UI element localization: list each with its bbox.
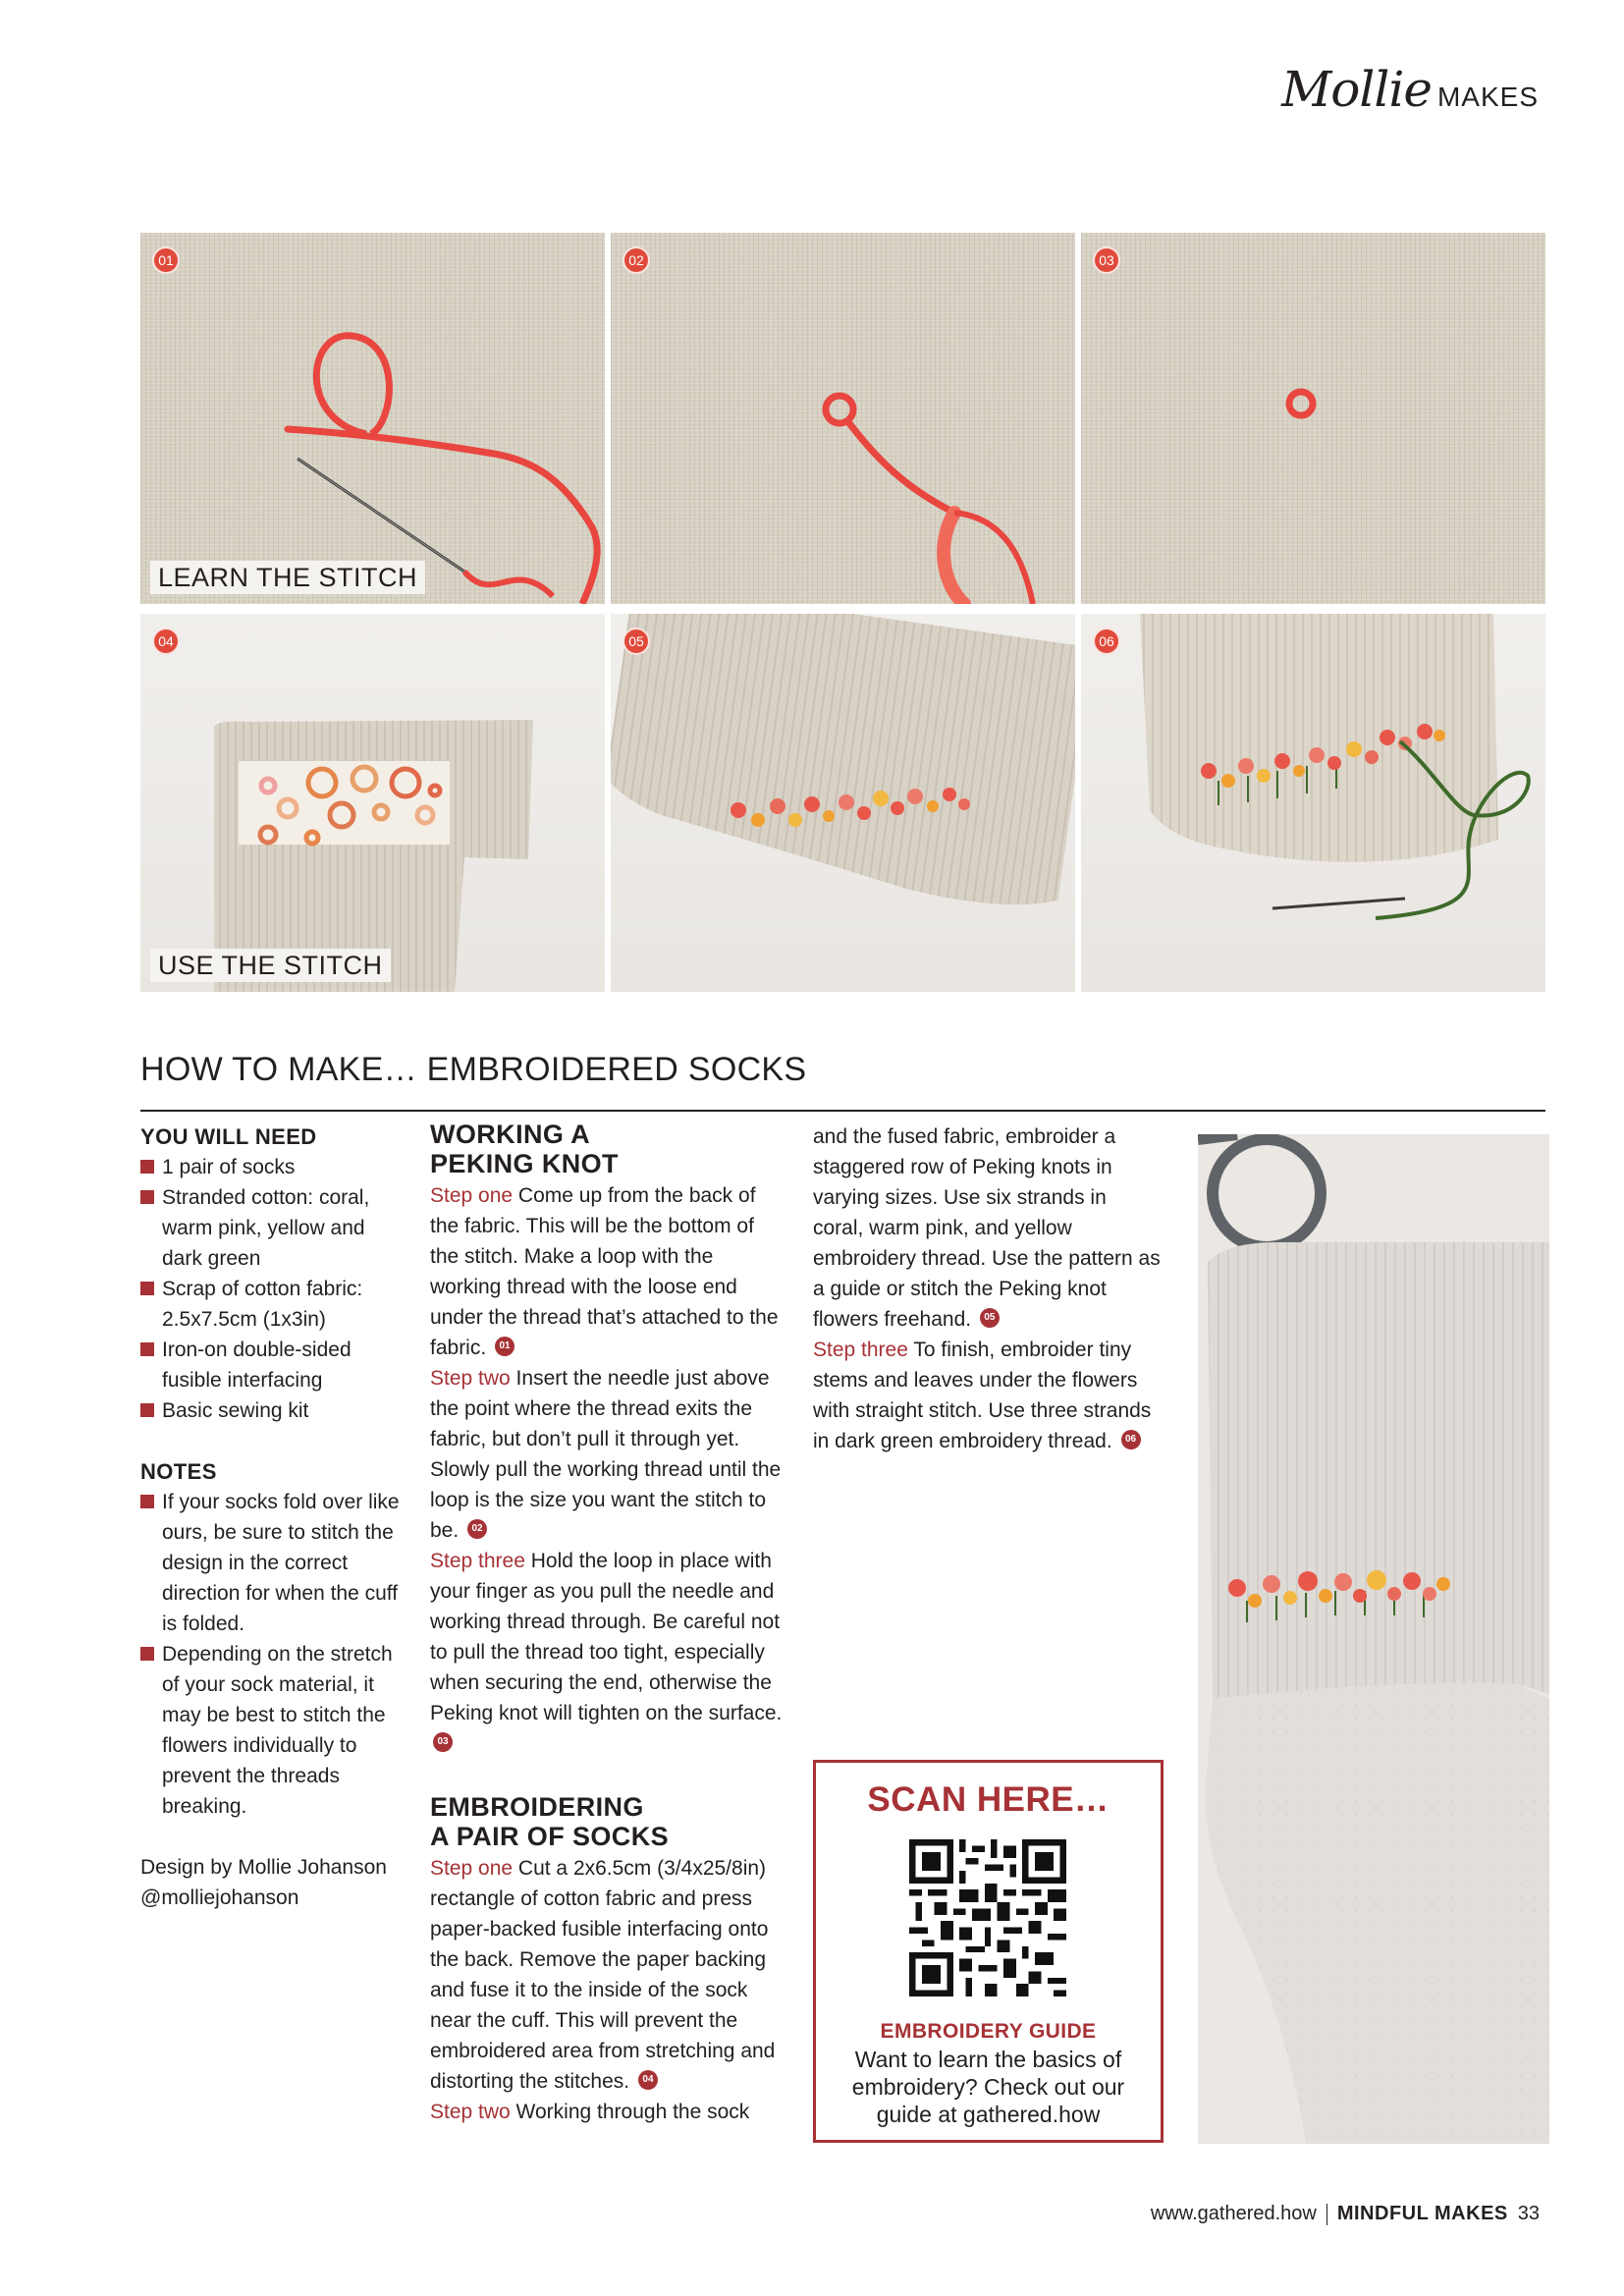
photo-ref-badge: 05 [980, 1308, 1000, 1328]
footer-separator [1326, 2204, 1327, 2225]
photo-label-learn: LEARN THE STITCH [150, 561, 425, 594]
masthead-makes: MAKES [1436, 82, 1539, 112]
qr-code[interactable] [909, 1839, 1066, 1996]
scan-title: SCAN HERE… [867, 1780, 1110, 1819]
masthead-script: Mollie [1281, 61, 1432, 118]
heading-line: A PAIR OF SOCKS [430, 1822, 670, 1851]
thread-loop-illustration [140, 233, 605, 604]
step-badge: 06 [1093, 628, 1120, 655]
step-label: Step one [430, 1857, 514, 1880]
title-divider [140, 1110, 1545, 1112]
step-text: and the fused fabric, embroider a staggered row of Peking knots in varying sizes. Use six strands in coral, warm pink, and yellow embroidery thread. Use the pattern as a guide or stitch the Peking knot flowers freehand. [813, 1125, 1161, 1331]
embroidered-sock-illustration [1198, 1134, 1549, 2144]
finished-knot-illustration [1081, 233, 1545, 604]
step-photo-06 [1081, 614, 1545, 992]
peking-knot-heading [430, 1120, 785, 1178]
socks-step-two-cont [813, 1121, 1162, 1335]
notes-list [140, 1487, 406, 1822]
section-title: HOW TO MAKE… EMBROIDERED SOCKS [140, 1051, 807, 1088]
list-item: 1 pair of socks [140, 1152, 406, 1182]
list-item: Basic sewing kit [140, 1395, 406, 1426]
socks-step-three [813, 1335, 1162, 1456]
peking-step-one [430, 1180, 785, 1363]
step-badge: 02 [623, 246, 650, 274]
materials-list [140, 1152, 406, 1426]
photo-ref-badge: 06 [1121, 1430, 1141, 1449]
step-photo-01 [140, 233, 605, 604]
sock-with-knots-illustration [611, 614, 1075, 992]
photo-ref-badge: 02 [467, 1519, 487, 1539]
notes-heading: NOTES [140, 1459, 217, 1484]
step-text: Cut a 2x6.5cm (3/4x25/8in) rectangle of cotton fabric and press paper-backed fusible interfacing onto the back. Remove the paper backing and fuse it to the inside of the sock near the cuff. This will prevent the embroidered area from stretching and distorting the stitches. [430, 1857, 776, 2093]
peking-step-three [430, 1546, 785, 1759]
sock-with-fabric-illustration [140, 614, 605, 992]
step-text: To finish, embroider tiny stems and leaves under the flowers with straight stitch. Use three strands in dark green embroidery thread. [813, 1339, 1152, 1452]
step-photo-03 [1081, 233, 1545, 604]
scan-subtitle: EMBROIDERY GUIDE [880, 2020, 1097, 2043]
step-text: Come up from the back of the fabric. This will be the bottom of the stitch. Make a loop with the working thread with the loose end under the thread that’s attached to the fabric. [430, 1184, 779, 1359]
heading-line: PEKING KNOT [430, 1149, 619, 1178]
thread-knot-illustration [611, 233, 1075, 604]
masthead-logo [1281, 61, 1539, 118]
page-number: 33 [1517, 2203, 1540, 2224]
step-label: Step three [813, 1339, 908, 1361]
footer-magazine: MINDFUL MAKES [1336, 2203, 1508, 2224]
instructions-column-continued [813, 1121, 1162, 1456]
designer-handle: @molliejohanson [140, 1886, 299, 1909]
step-text: Hold the loop in place with your finger as you pull the needle and working thread through. Be careful not to pull the thread too tight, especially when securing the end, otherwise the Peking knot will tighten on the surface. [430, 1550, 783, 1724]
photo-ref-badge: 04 [638, 2070, 658, 2090]
photo-ref-badge: 01 [495, 1337, 514, 1356]
list-item: Iron-on double-sided fusible interfacing [140, 1335, 406, 1395]
instructions-column [430, 1120, 785, 2127]
step-badge: 04 [152, 628, 180, 655]
heading-line: EMBROIDERING [430, 1792, 644, 1822]
photo-label-use: USE THE STITCH [150, 949, 391, 982]
peking-step-two [430, 1363, 785, 1546]
you-will-need-heading: YOU WILL NEED [140, 1124, 317, 1149]
step-photo-04 [140, 614, 605, 992]
step-label: Step one [430, 1184, 514, 1207]
step-label: Step two [430, 1367, 511, 1390]
scan-here-box [813, 1760, 1164, 2143]
heading-line: WORKING A [430, 1120, 591, 1149]
footer-url[interactable]: www.gathered.how [1150, 2203, 1317, 2224]
materials-column [140, 1121, 406, 1913]
socks-step-two-start [430, 2097, 785, 2127]
list-item: Scrap of cotton fabric: 2.5x7.5cm (1x3in) [140, 1274, 406, 1335]
step-label: Step three [430, 1550, 525, 1572]
step-photo-05 [611, 614, 1075, 992]
step-text: Working through the sock [510, 2101, 750, 2123]
photo-ref-badge: 03 [433, 1732, 453, 1752]
list-item: If your socks fold over like ours, be sure to stitch the design in the correct direction for when the cuff is folded. [140, 1487, 406, 1639]
list-item: Depending on the stretch of your sock material, it may be best to stitch the flowers individually to prevent the threads breaking. [140, 1639, 406, 1822]
step-badge: 05 [623, 628, 650, 655]
finished-sock-photo [1198, 1134, 1549, 2144]
list-item: Stranded cotton: coral, warm pink, yellow and dark green [140, 1182, 406, 1274]
scan-description: Want to learn the basics of embroidery? Check out our guide at gathered.how [851, 2047, 1125, 2127]
socks-heading [430, 1792, 785, 1851]
page-footer [1151, 2203, 1540, 2225]
socks-step-one [430, 1853, 785, 2097]
step-photo-02 [611, 233, 1075, 604]
step-badge: 01 [152, 246, 180, 274]
step-label: Step two [430, 2101, 511, 2123]
sock-with-stems-illustration [1081, 614, 1545, 992]
step-text: Insert the needle just above the point where the thread exits the fabric, but don’t pull it through yet. Slowly pull the working thread until the loop is the size you want the stitch to be. [430, 1367, 782, 1542]
step-badge: 03 [1093, 246, 1120, 274]
design-credit: Design by Mollie Johanson [140, 1856, 387, 1879]
